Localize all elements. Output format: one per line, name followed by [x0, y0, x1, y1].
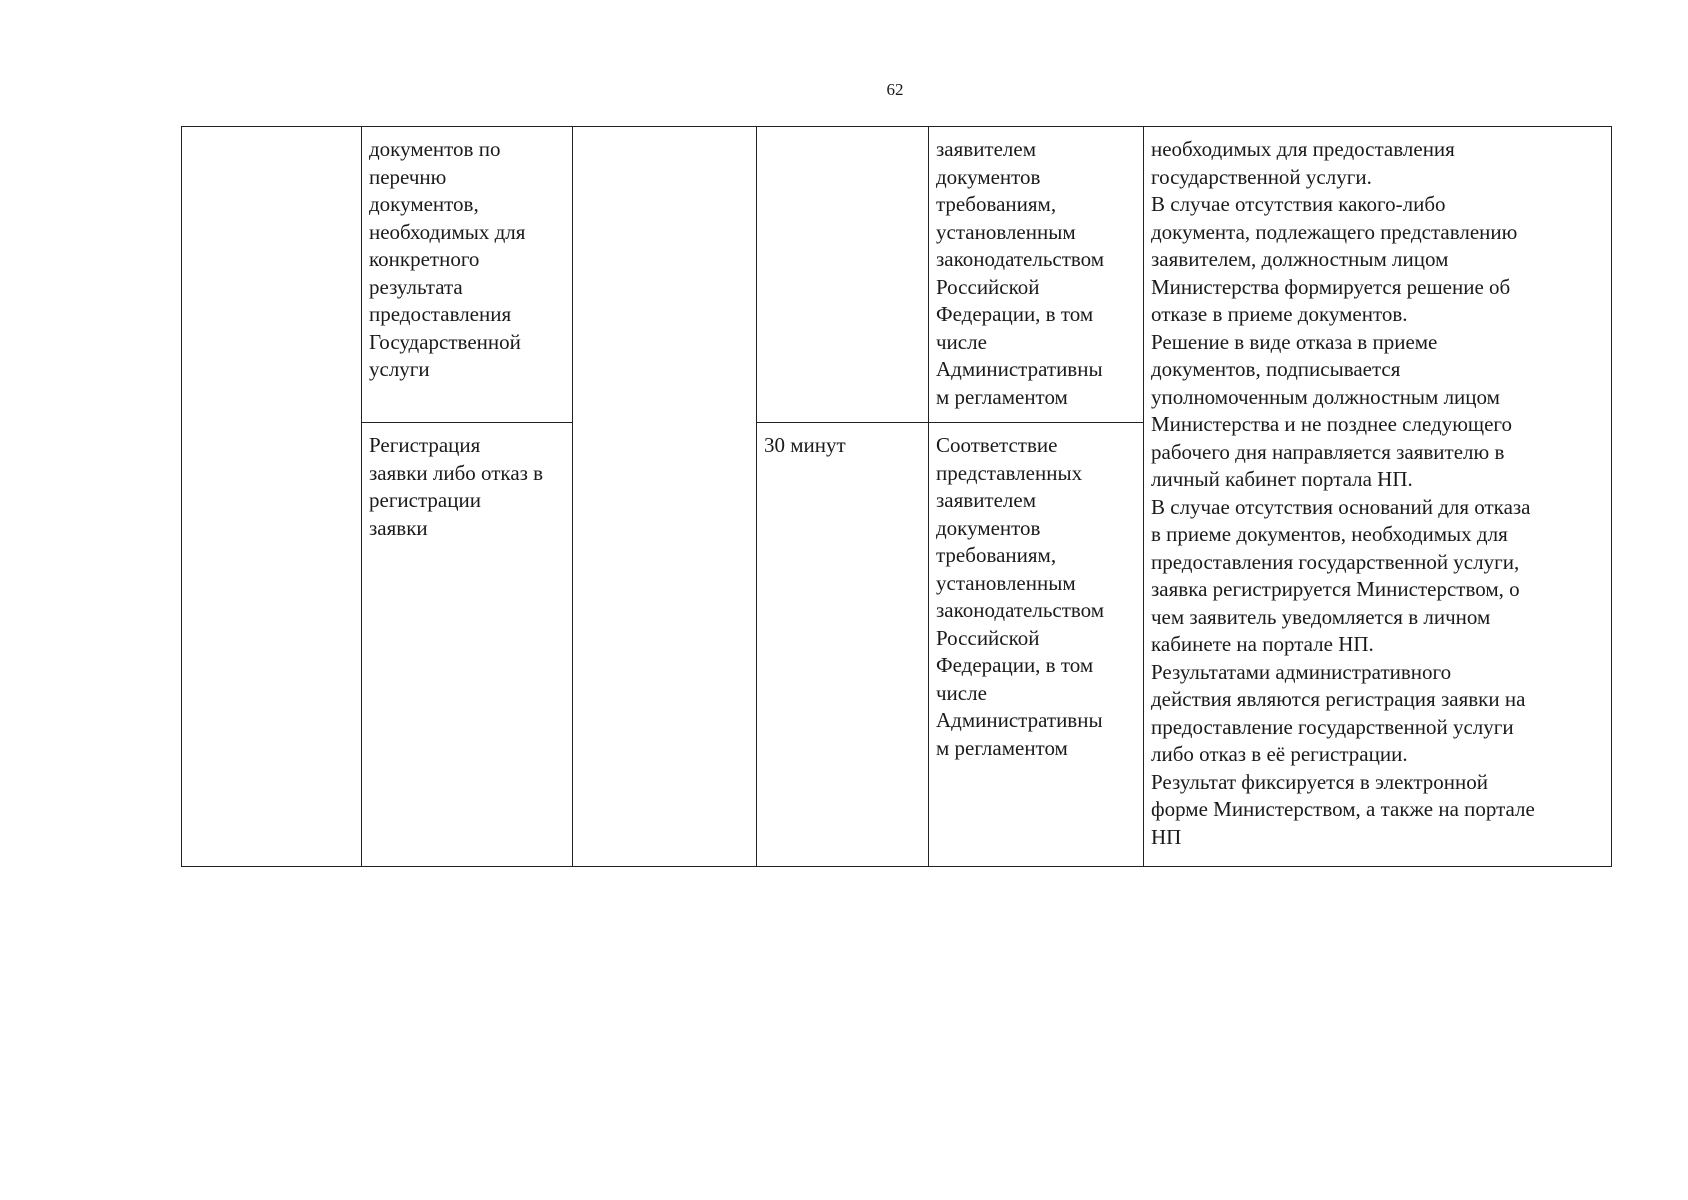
table-cell-basis — [182, 127, 362, 867]
table-cell-result: необходимых для предоставления государственной услуги. В случае отсутствия какого-либо документа, подлежащего представлению заявителем, должностным лицом Министерства формируется решение об отказе в приеме документов. Решение в виде отказа в приеме документов, подписывается уполномоченным должностным лицом Министерства и не позднее следующего рабочего дня направляется заявителю в личный кабинет портала НП. В случае отсутствия оснований для отказа в приеме документов, необходимых для предоставления государственной услуги, заявка регистрируется Министерством, о чем заявитель уведомляется в личном кабинете на портале НП. Результатами административного действия являются регистрация заявки на предоставление государственной услуги либо отказ в её регистрации. Результат фиксируется в электронной форме Министерством, а также на портале НП — [1144, 127, 1612, 867]
page-number: 62 — [886, 80, 904, 99]
table-cell-duration — [757, 127, 929, 423]
table-cell-responsible — [573, 127, 757, 867]
table-cell-criteria: заявителем документов требованиям, установленным законодательством Российской Федерации, в том числе Административны м регламентом — [929, 127, 1144, 423]
table-cell-duration: 30 минут — [757, 423, 929, 867]
procedure-table — [181, 126, 1612, 867]
table-cell-step: документов по перечню документов, необходимых для конкретного результата предоставления Государственной услуги — [362, 127, 573, 423]
table-row — [182, 127, 1612, 423]
table-cell-criteria: Соответствие представленных заявителем документов требованиям, установленным законодательством Российской Федерации, в том числе Административны м регламентом — [929, 423, 1144, 867]
table-cell-step: Регистрация заявки либо отказ в регистрации заявки — [362, 423, 573, 867]
